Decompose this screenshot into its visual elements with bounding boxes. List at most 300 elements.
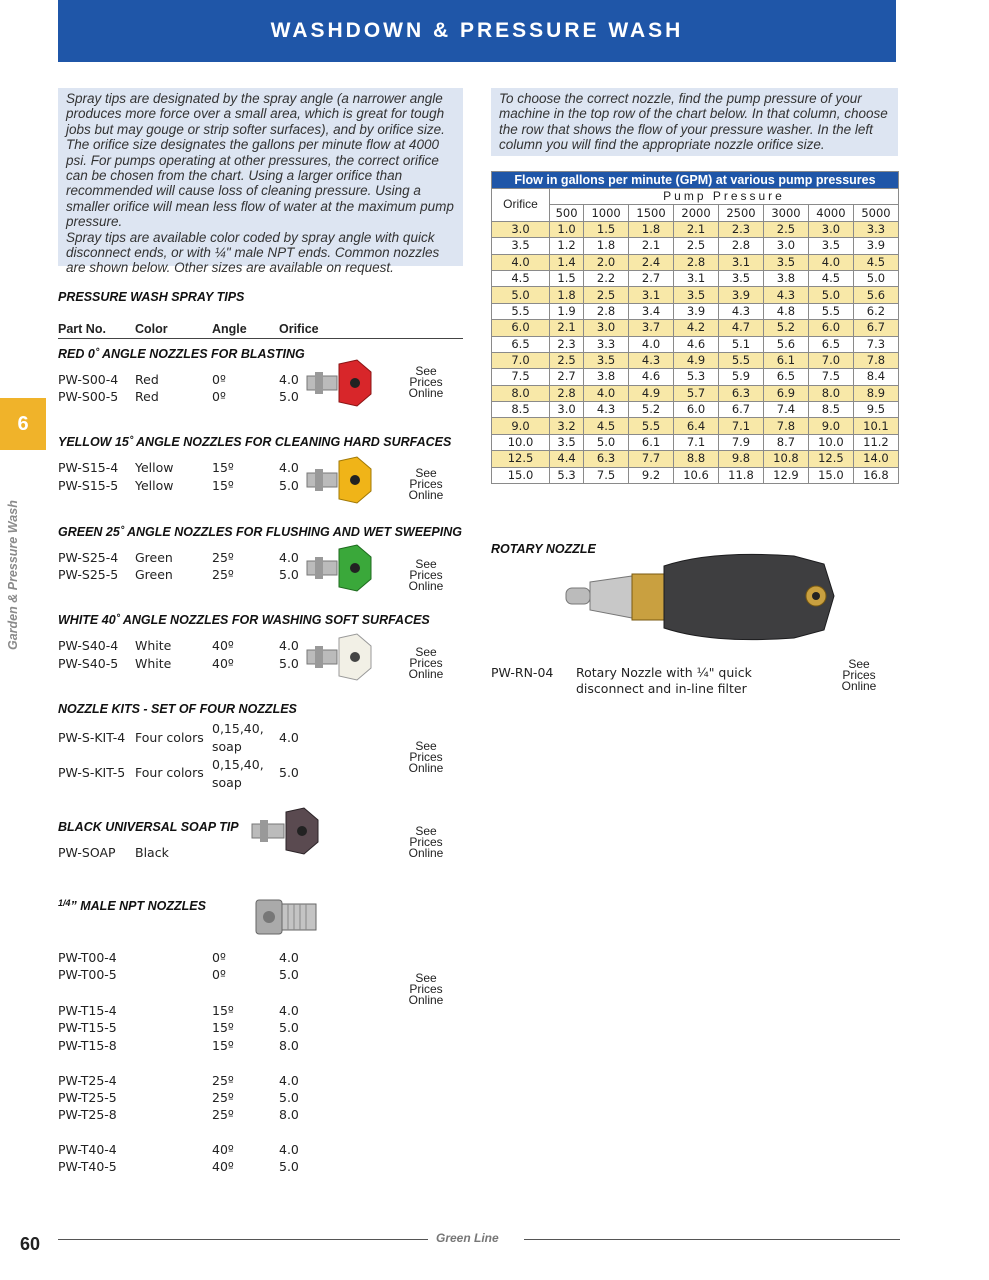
pressure-cell: 4000 bbox=[808, 205, 853, 221]
group-title-green: GREEN 25˚ ANGLE NOZZLES FOR FLUSHING AND WET SWEEPING bbox=[58, 525, 462, 539]
flow-cell: 8.9 bbox=[853, 385, 898, 401]
see-prices-text: See bbox=[415, 824, 437, 838]
flow-cell: 8.5 bbox=[808, 402, 853, 418]
table-row bbox=[492, 385, 899, 401]
table-row bbox=[492, 352, 899, 368]
flow-cell: 3.0 bbox=[584, 320, 629, 336]
section-label: Garden & Pressure Wash bbox=[6, 500, 20, 650]
flow-cell: 2.5 bbox=[584, 287, 629, 303]
flow-cell: 3.0 bbox=[763, 238, 808, 254]
flow-cell: 5.3 bbox=[674, 369, 719, 385]
flow-cell: 4.3 bbox=[719, 303, 764, 319]
table-row bbox=[492, 418, 899, 434]
orifice-cell: 3.5 bbox=[492, 238, 550, 254]
table-row bbox=[492, 287, 899, 303]
orifice-value: 4.0 bbox=[279, 550, 299, 565]
see-prices-text: Online bbox=[408, 488, 444, 502]
part-number: PW-S15-4 bbox=[58, 460, 119, 475]
flow-cell: 6.7 bbox=[853, 320, 898, 336]
flow-cell: 5.7 bbox=[674, 385, 719, 401]
rotary-nozzle-image bbox=[562, 548, 844, 646]
part-number: PW-SOAP bbox=[58, 845, 116, 860]
orifice-cell: 5.0 bbox=[492, 287, 550, 303]
flow-cell: 14.0 bbox=[853, 451, 898, 467]
flow-cell: 6.3 bbox=[584, 451, 629, 467]
flow-cell: 2.2 bbox=[584, 270, 629, 286]
orifice-cell: 12.5 bbox=[492, 451, 550, 467]
color-value: White bbox=[135, 638, 172, 653]
see-prices-text: Prices bbox=[409, 835, 443, 849]
flow-cell: 4.0 bbox=[808, 254, 853, 270]
flow-cell: 5.1 bbox=[719, 336, 764, 352]
angle-value: 25º bbox=[212, 567, 234, 582]
flow-cell: 5.0 bbox=[853, 270, 898, 286]
see-prices-text: Online bbox=[408, 761, 444, 775]
see-prices-text: Online bbox=[841, 679, 877, 693]
group-title-npt bbox=[58, 898, 206, 913]
orifice-cell: 15.0 bbox=[492, 467, 550, 483]
flow-cell: 3.5 bbox=[808, 238, 853, 254]
angle-line: soap bbox=[212, 739, 242, 754]
angle-value: 15º bbox=[212, 1020, 234, 1035]
orifice-cell: 6.5 bbox=[492, 336, 550, 352]
orifice-value: 4.0 bbox=[279, 730, 299, 745]
flow-cell: 6.4 bbox=[674, 418, 719, 434]
table-row bbox=[492, 402, 899, 418]
table-row bbox=[492, 467, 899, 483]
flow-cell: 7.3 bbox=[853, 336, 898, 352]
see-prices-text: Prices bbox=[409, 375, 443, 389]
flow-cell: 4.0 bbox=[584, 385, 629, 401]
flow-cell: 11.2 bbox=[853, 434, 898, 450]
flow-cell: 5.5 bbox=[629, 418, 674, 434]
flow-cell: 9.8 bbox=[719, 451, 764, 467]
flow-cell: 3.0 bbox=[550, 402, 584, 418]
rotary-description bbox=[576, 665, 752, 697]
yellow-nozzle-image bbox=[305, 455, 373, 505]
flow-cell: 7.4 bbox=[763, 402, 808, 418]
orifice-value: 5.0 bbox=[279, 656, 299, 671]
flow-cell: 8.0 bbox=[808, 385, 853, 401]
see-prices-link[interactable] bbox=[834, 659, 884, 692]
orifice-value: 5.0 bbox=[279, 1020, 299, 1035]
flow-cell: 2.0 bbox=[584, 254, 629, 270]
see-prices-text: See bbox=[415, 466, 437, 480]
flow-cell: 5.9 bbox=[719, 369, 764, 385]
see-prices-text: Prices bbox=[842, 668, 876, 682]
flow-cell: 5.5 bbox=[808, 303, 853, 319]
flow-cell: 3.5 bbox=[763, 254, 808, 270]
flow-cell: 4.3 bbox=[629, 352, 674, 368]
angle-line: 0,15,40, bbox=[212, 757, 264, 772]
see-prices-text: Online bbox=[408, 993, 444, 1007]
flow-table bbox=[491, 171, 899, 484]
flow-cell: 2.5 bbox=[674, 238, 719, 254]
table-row bbox=[492, 254, 899, 270]
red-nozzle-image bbox=[305, 358, 373, 408]
flow-cell: 4.5 bbox=[853, 254, 898, 270]
orifice-value: 8.0 bbox=[279, 1038, 299, 1053]
flow-cell: 7.8 bbox=[763, 418, 808, 434]
spray-tips-title: PRESSURE WASH SPRAY TIPS bbox=[58, 290, 245, 304]
angle-value: 15º bbox=[212, 460, 234, 475]
section-tab[interactable] bbox=[0, 398, 46, 450]
flow-cell: 6.9 bbox=[763, 385, 808, 401]
see-prices-text: See bbox=[848, 657, 870, 671]
flow-cell: 3.5 bbox=[584, 352, 629, 368]
see-prices-text: See bbox=[415, 971, 437, 985]
rotary-part-number: PW-RN-04 bbox=[491, 665, 554, 680]
part-number: PW-T25-4 bbox=[58, 1073, 117, 1088]
part-number: PW-S25-4 bbox=[58, 550, 119, 565]
flow-cell: 5.0 bbox=[808, 287, 853, 303]
color-value: White bbox=[135, 656, 172, 671]
part-number: PW-T15-5 bbox=[58, 1020, 117, 1035]
see-prices-link[interactable] bbox=[401, 559, 451, 592]
flow-cell: 3.9 bbox=[853, 238, 898, 254]
color-value: Red bbox=[135, 389, 159, 404]
flow-cell: 7.7 bbox=[629, 451, 674, 467]
angle-value: 25º bbox=[212, 1107, 234, 1122]
flow-cell: 8.4 bbox=[853, 369, 898, 385]
table-row bbox=[492, 336, 899, 352]
instructions-box bbox=[491, 88, 898, 156]
angle-value bbox=[212, 720, 264, 756]
flow-cell: 6.5 bbox=[808, 336, 853, 352]
flow-cell: 7.0 bbox=[808, 352, 853, 368]
flow-cell: 1.5 bbox=[550, 270, 584, 286]
flow-cell: 2.5 bbox=[763, 221, 808, 237]
see-prices-link[interactable] bbox=[401, 647, 451, 680]
angle-value: 15º bbox=[212, 1003, 234, 1018]
see-prices-link[interactable] bbox=[401, 741, 451, 774]
flow-cell: 8.7 bbox=[763, 434, 808, 450]
angle-value: 0º bbox=[212, 372, 226, 387]
see-prices-link[interactable] bbox=[401, 468, 451, 501]
see-prices-text: Online bbox=[408, 579, 444, 593]
orifice-cell: 8.5 bbox=[492, 402, 550, 418]
part-number: PW-T15-8 bbox=[58, 1038, 117, 1053]
see-prices-text: Online bbox=[408, 846, 444, 860]
orifice-cell: 9.0 bbox=[492, 418, 550, 434]
color-value: Black bbox=[135, 845, 169, 860]
flow-cell: 5.6 bbox=[853, 287, 898, 303]
pressure-cell: 1500 bbox=[629, 205, 674, 221]
flow-cell: 2.7 bbox=[629, 270, 674, 286]
flow-cell: 6.1 bbox=[763, 352, 808, 368]
flow-cell: 1.8 bbox=[629, 221, 674, 237]
flow-cell: 4.4 bbox=[550, 451, 584, 467]
table-row bbox=[492, 303, 899, 319]
orifice-cell: 4.0 bbox=[492, 254, 550, 270]
orifice-header: Orifice bbox=[492, 189, 550, 222]
orifice-value: 4.0 bbox=[279, 1073, 299, 1088]
see-prices-text: Prices bbox=[409, 656, 443, 670]
flow-cell: 4.3 bbox=[763, 287, 808, 303]
angle-line: soap bbox=[212, 775, 242, 790]
npt-nozzle-image bbox=[252, 892, 322, 944]
pressure-cell: 3000 bbox=[763, 205, 808, 221]
group-title-white: WHITE 40˚ ANGLE NOZZLES FOR WASHING SOFT SURFACES bbox=[58, 613, 430, 627]
orifice-value: 4.0 bbox=[279, 638, 299, 653]
flow-cell: 3.2 bbox=[550, 418, 584, 434]
angle-value: 25º bbox=[212, 1073, 234, 1088]
orifice-value: 8.0 bbox=[279, 1107, 299, 1122]
flow-cell: 3.1 bbox=[674, 270, 719, 286]
orifice-value: 4.0 bbox=[279, 372, 299, 387]
flow-cell: 3.9 bbox=[719, 287, 764, 303]
see-prices-text: Online bbox=[408, 386, 444, 400]
color-value: Four colors bbox=[135, 765, 204, 780]
flow-cell: 6.3 bbox=[719, 385, 764, 401]
orifice-value: 5.0 bbox=[279, 567, 299, 582]
part-number: PW-S25-5 bbox=[58, 567, 119, 582]
table-row bbox=[492, 320, 899, 336]
flow-cell: 6.5 bbox=[763, 369, 808, 385]
flow-cell: 1.9 bbox=[550, 303, 584, 319]
color-value: Yellow bbox=[135, 460, 174, 475]
flow-cell: 6.1 bbox=[629, 434, 674, 450]
orifice-cell: 7.5 bbox=[492, 369, 550, 385]
orifice-value: 5.0 bbox=[279, 478, 299, 493]
flow-cell: 1.8 bbox=[584, 238, 629, 254]
orifice-value: 4.0 bbox=[279, 460, 299, 475]
flow-cell: 3.9 bbox=[674, 303, 719, 319]
angle-value: 40º bbox=[212, 656, 234, 671]
section-number: 6 bbox=[17, 412, 29, 435]
pump-pressure-header: Pump Pressure bbox=[550, 189, 899, 205]
flow-cell: 4.0 bbox=[629, 336, 674, 352]
flow-cell: 9.5 bbox=[853, 402, 898, 418]
flow-cell: 5.3 bbox=[550, 467, 584, 483]
flow-cell: 7.1 bbox=[719, 418, 764, 434]
flow-cell: 6.0 bbox=[674, 402, 719, 418]
flow-cell: 2.8 bbox=[584, 303, 629, 319]
table-row bbox=[492, 434, 899, 450]
npt-fraction: 1/4 bbox=[58, 898, 71, 908]
flow-cell: 5.2 bbox=[629, 402, 674, 418]
table-row bbox=[492, 369, 899, 385]
divider bbox=[58, 338, 463, 339]
flow-cell: 12.5 bbox=[808, 451, 853, 467]
table-row bbox=[492, 270, 899, 286]
flow-cell: 15.0 bbox=[808, 467, 853, 483]
group-title-kits: NOZZLE KITS - SET OF FOUR NOZZLES bbox=[58, 702, 297, 716]
part-number: PW-S-KIT-4 bbox=[58, 730, 126, 745]
flow-cell: 9.2 bbox=[629, 467, 674, 483]
flow-cell: 2.1 bbox=[629, 238, 674, 254]
part-number: PW-S40-5 bbox=[58, 656, 119, 671]
color-value: Four colors bbox=[135, 730, 204, 745]
part-number: PW-T40-5 bbox=[58, 1159, 117, 1174]
angle-value: 40º bbox=[212, 1142, 234, 1157]
pressure-cell: 1000 bbox=[584, 205, 629, 221]
flow-cell: 8.8 bbox=[674, 451, 719, 467]
instructions-text: To choose the correct nozzle, find the pump pressure of your machine in the top row of the chart below. In that column, choose the row that shows the flow of your pressure washer. In the left column you will find the appropriate nozzle orifice size. bbox=[499, 91, 888, 153]
flow-cell: 3.3 bbox=[853, 221, 898, 237]
flow-cell: 6.7 bbox=[719, 402, 764, 418]
pressure-row bbox=[492, 205, 899, 221]
flow-cell: 3.8 bbox=[584, 369, 629, 385]
pressure-cell: 2500 bbox=[719, 205, 764, 221]
part-number: PW-T00-5 bbox=[58, 967, 117, 982]
flow-cell: 3.8 bbox=[763, 270, 808, 286]
see-prices-link[interactable] bbox=[401, 826, 451, 859]
flow-cell: 2.3 bbox=[550, 336, 584, 352]
orifice-value: 4.0 bbox=[279, 950, 299, 965]
flow-cell: 2.1 bbox=[674, 221, 719, 237]
see-prices-text: Prices bbox=[409, 568, 443, 582]
color-value: Green bbox=[135, 550, 173, 565]
angle-value: 40º bbox=[212, 1159, 234, 1174]
flow-table-caption: Flow in gallons per minute (GPM) at various pump pressures bbox=[492, 172, 899, 189]
part-number: PW-S00-5 bbox=[58, 389, 119, 404]
group-title-yellow: YELLOW 15˚ ANGLE NOZZLES FOR CLEANING HARD SURFACES bbox=[58, 435, 452, 449]
intro-box bbox=[58, 88, 463, 276]
col-angle: Angle bbox=[212, 322, 247, 336]
flow-cell: 7.1 bbox=[674, 434, 719, 450]
flow-cell: 3.7 bbox=[629, 320, 674, 336]
white-nozzle-image bbox=[305, 632, 373, 682]
flow-cell: 12.9 bbox=[763, 467, 808, 483]
orifice-value: 4.0 bbox=[279, 1142, 299, 1157]
part-number: PW-T15-4 bbox=[58, 1003, 117, 1018]
group-title-soap: BLACK UNIVERSAL SOAP TIP bbox=[58, 820, 239, 834]
flow-cell: 2.1 bbox=[550, 320, 584, 336]
see-prices-text: Online bbox=[408, 667, 444, 681]
flow-cell: 1.5 bbox=[584, 221, 629, 237]
orifice-cell: 7.0 bbox=[492, 352, 550, 368]
angle-value: 25º bbox=[212, 1090, 234, 1105]
see-prices-text: Prices bbox=[409, 477, 443, 491]
flow-cell: 3.1 bbox=[629, 287, 674, 303]
flow-cell: 4.6 bbox=[674, 336, 719, 352]
npt-title-text: ” MALE NPT NOZZLES bbox=[70, 899, 206, 913]
flow-cell: 7.8 bbox=[853, 352, 898, 368]
flow-cell: 4.3 bbox=[584, 402, 629, 418]
flow-cell: 7.5 bbox=[808, 369, 853, 385]
see-prices-link[interactable] bbox=[401, 973, 451, 1006]
part-number: PW-S40-4 bbox=[58, 638, 119, 653]
see-prices-text: See bbox=[415, 739, 437, 753]
flow-cell: 1.8 bbox=[550, 287, 584, 303]
angle-value: 0º bbox=[212, 389, 226, 404]
color-value: Red bbox=[135, 372, 159, 387]
flow-cell: 3.5 bbox=[550, 434, 584, 450]
flow-cell: 4.2 bbox=[674, 320, 719, 336]
header-title: WASHDOWN & PRESSURE WASH bbox=[270, 19, 684, 42]
rotary-desc-line: disconnect and in-line filter bbox=[576, 681, 747, 696]
flow-cell: 5.5 bbox=[719, 352, 764, 368]
flow-cell: 2.8 bbox=[719, 238, 764, 254]
flow-cell: 4.9 bbox=[674, 352, 719, 368]
table-row bbox=[492, 451, 899, 467]
orifice-value: 5.0 bbox=[279, 389, 299, 404]
angle-value: 15º bbox=[212, 1038, 234, 1053]
flow-cell: 7.9 bbox=[719, 434, 764, 450]
soap-nozzle-image bbox=[250, 806, 322, 858]
see-prices-text: See bbox=[415, 364, 437, 378]
rotary-title: ROTARY NOZZLE bbox=[491, 542, 596, 556]
page-header bbox=[58, 0, 896, 62]
angle-value: 15º bbox=[212, 478, 234, 493]
orifice-cell: 5.5 bbox=[492, 303, 550, 319]
flow-cell: 11.8 bbox=[719, 467, 764, 483]
part-number: PW-S15-5 bbox=[58, 478, 119, 493]
flow-cell: 3.3 bbox=[584, 336, 629, 352]
orifice-value: 5.0 bbox=[279, 1090, 299, 1105]
see-prices-text: See bbox=[415, 557, 437, 571]
flow-cell: 2.4 bbox=[629, 254, 674, 270]
col-orifice: Orifice bbox=[279, 322, 319, 336]
flow-cell: 10.0 bbox=[808, 434, 853, 450]
flow-cell: 16.8 bbox=[853, 467, 898, 483]
flow-cell: 2.7 bbox=[550, 369, 584, 385]
pressure-cell: 5000 bbox=[853, 205, 898, 221]
flow-cell: 3.5 bbox=[719, 270, 764, 286]
pressure-cell: 2000 bbox=[674, 205, 719, 221]
flow-cell: 4.8 bbox=[763, 303, 808, 319]
see-prices-text: See bbox=[415, 645, 437, 659]
orifice-value: 5.0 bbox=[279, 967, 299, 982]
flow-cell: 6.2 bbox=[853, 303, 898, 319]
flow-cell: 4.5 bbox=[584, 418, 629, 434]
angle-value: 0º bbox=[212, 967, 226, 982]
flow-cell: 3.1 bbox=[719, 254, 764, 270]
table-row bbox=[492, 221, 899, 237]
angle-line: 0,15,40, bbox=[212, 721, 264, 736]
orifice-value: 5.0 bbox=[279, 1159, 299, 1174]
flow-cell: 3.4 bbox=[629, 303, 674, 319]
orifice-value: 5.0 bbox=[279, 765, 299, 780]
flow-cell: 4.7 bbox=[719, 320, 764, 336]
angle-value: 0º bbox=[212, 950, 226, 965]
color-value: Green bbox=[135, 567, 173, 582]
part-number: PW-S-KIT-5 bbox=[58, 765, 126, 780]
footer-rule-right bbox=[524, 1239, 900, 1240]
orifice-cell: 10.0 bbox=[492, 434, 550, 450]
flow-cell: 4.6 bbox=[629, 369, 674, 385]
part-number: PW-T40-4 bbox=[58, 1142, 117, 1157]
part-number: PW-T00-4 bbox=[58, 950, 117, 965]
footer-brand: Green Line bbox=[436, 1231, 499, 1245]
orifice-cell: 3.0 bbox=[492, 221, 550, 237]
flow-cell: 4.5 bbox=[808, 270, 853, 286]
angle-value: 40º bbox=[212, 638, 234, 653]
flow-cell: 5.6 bbox=[763, 336, 808, 352]
flow-cell: 3.0 bbox=[808, 221, 853, 237]
flow-cell: 10.8 bbox=[763, 451, 808, 467]
flow-cell: 3.5 bbox=[674, 287, 719, 303]
orifice-cell: 4.5 bbox=[492, 270, 550, 286]
flow-cell: 10.1 bbox=[853, 418, 898, 434]
flow-cell: 5.0 bbox=[584, 434, 629, 450]
footer-rule-left bbox=[58, 1239, 428, 1240]
orifice-value: 4.0 bbox=[279, 1003, 299, 1018]
flow-cell: 9.0 bbox=[808, 418, 853, 434]
flow-cell: 2.5 bbox=[550, 352, 584, 368]
see-prices-text: Prices bbox=[409, 982, 443, 996]
orifice-cell: 8.0 bbox=[492, 385, 550, 401]
flow-cell: 5.2 bbox=[763, 320, 808, 336]
flow-cell: 2.3 bbox=[719, 221, 764, 237]
see-prices-link[interactable] bbox=[401, 366, 451, 399]
part-number: PW-S00-4 bbox=[58, 372, 119, 387]
color-value: Yellow bbox=[135, 478, 174, 493]
flow-cell: 1.2 bbox=[550, 238, 584, 254]
orifice-cell: 6.0 bbox=[492, 320, 550, 336]
group-title-red: RED 0˚ ANGLE NOZZLES FOR BLASTING bbox=[58, 347, 305, 361]
